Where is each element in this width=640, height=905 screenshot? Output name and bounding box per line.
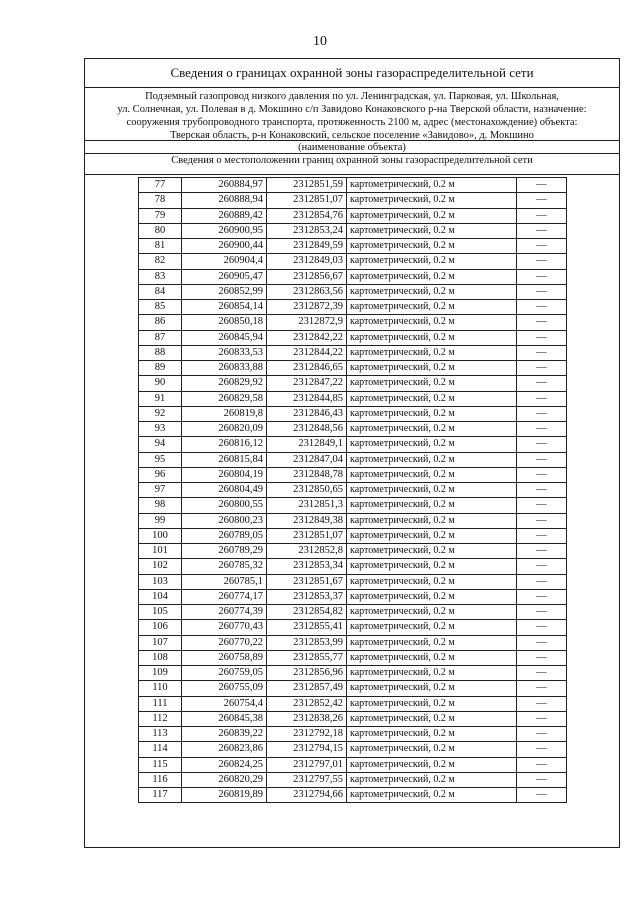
method-accuracy-cell: картометрический, 0.2 м (347, 254, 517, 269)
point-number-cell: 86 (139, 315, 182, 330)
method-accuracy-cell: картометрический, 0.2 м (347, 696, 517, 711)
table-row (139, 513, 567, 528)
description-cell: — (517, 269, 567, 284)
method-accuracy-cell: картометрический, 0.2 м (347, 574, 517, 589)
table-row (139, 254, 567, 269)
y-coordinate-cell: 2312848,78 (267, 467, 347, 482)
y-coordinate-cell: 2312797,55 (267, 772, 347, 787)
description-cell: — (517, 376, 567, 391)
method-accuracy-cell: картометрический, 0.2 м (347, 223, 517, 238)
y-coordinate-cell: 2312855,77 (267, 650, 347, 665)
y-coordinate-cell: 2312852,42 (267, 696, 347, 711)
y-coordinate-cell: 2312853,99 (267, 635, 347, 650)
description-cell: — (517, 650, 567, 665)
y-coordinate-cell: 2312849,59 (267, 239, 347, 254)
method-accuracy-cell: картометрический, 0.2 м (347, 391, 517, 406)
x-coordinate-cell: 260774,17 (182, 589, 267, 604)
description-cell: — (517, 742, 567, 757)
method-accuracy-cell: картометрический, 0.2 м (347, 635, 517, 650)
y-coordinate-cell: 2312792,18 (267, 727, 347, 742)
method-accuracy-cell: картометрический, 0.2 м (347, 757, 517, 772)
y-coordinate-cell: 2312847,04 (267, 452, 347, 467)
x-coordinate-cell: 260804,49 (182, 483, 267, 498)
x-coordinate-cell: 260770,43 (182, 620, 267, 635)
description-cell: — (517, 391, 567, 406)
y-coordinate-cell: 2312851,07 (267, 528, 347, 543)
description-cell: — (517, 452, 567, 467)
method-accuracy-cell: картометрический, 0.2 м (347, 178, 517, 193)
description-cell: — (517, 361, 567, 376)
method-accuracy-cell: картометрический, 0.2 м (347, 681, 517, 696)
y-coordinate-cell: 2312854,82 (267, 605, 347, 620)
x-coordinate-cell: 260824,25 (182, 757, 267, 772)
point-number-cell: 113 (139, 727, 182, 742)
y-coordinate-cell: 2312846,43 (267, 406, 347, 421)
table-row (139, 239, 567, 254)
x-coordinate-cell: 260758,89 (182, 650, 267, 665)
x-coordinate-cell: 260839,22 (182, 727, 267, 742)
method-accuracy-cell: картометрический, 0.2 м (347, 406, 517, 421)
description-cell: — (517, 422, 567, 437)
description-cell: — (517, 193, 567, 208)
y-coordinate-cell: 2312850,65 (267, 483, 347, 498)
x-coordinate-cell: 260850,18 (182, 315, 267, 330)
y-coordinate-cell: 2312851,59 (267, 178, 347, 193)
point-number-cell: 107 (139, 635, 182, 650)
description-cell: — (517, 574, 567, 589)
x-coordinate-cell: 260785,1 (182, 574, 267, 589)
y-coordinate-cell: 2312844,85 (267, 391, 347, 406)
table-row (139, 498, 567, 513)
x-coordinate-cell: 260770,22 (182, 635, 267, 650)
description-cell: — (517, 315, 567, 330)
y-coordinate-cell: 2312863,56 (267, 284, 347, 299)
x-coordinate-cell: 260774,39 (182, 605, 267, 620)
point-number-cell: 105 (139, 605, 182, 620)
section-heading: Сведения о местоположении границ охранной зоны газораспределительной сети (84, 153, 620, 175)
point-number-cell: 110 (139, 681, 182, 696)
method-accuracy-cell: картометрический, 0.2 м (347, 361, 517, 376)
method-accuracy-cell: картометрический, 0.2 м (347, 467, 517, 482)
table-row (139, 467, 567, 482)
y-coordinate-cell: 2312846,65 (267, 361, 347, 376)
description-cell: — (517, 635, 567, 650)
point-number-cell: 90 (139, 376, 182, 391)
method-accuracy-cell: картометрический, 0.2 м (347, 437, 517, 452)
description-cell: — (517, 757, 567, 772)
description-cell: — (517, 544, 567, 559)
point-number-cell: 100 (139, 528, 182, 543)
point-number-cell: 84 (139, 284, 182, 299)
point-number-cell: 82 (139, 254, 182, 269)
y-coordinate-cell: 2312849,38 (267, 513, 347, 528)
description-cell: — (517, 498, 567, 513)
y-coordinate-cell: 2312838,26 (267, 711, 347, 726)
description-cell: — (517, 239, 567, 254)
description-cell: — (517, 254, 567, 269)
table-row (139, 391, 567, 406)
y-coordinate-cell: 2312852,8 (267, 544, 347, 559)
point-number-cell: 89 (139, 361, 182, 376)
y-coordinate-cell: 2312851,07 (267, 193, 347, 208)
object-description-line: сооружения трубопроводного транспорта, протяженность 2100 м, адрес (местонахождение) объекта: (126, 117, 578, 128)
point-number-cell: 88 (139, 345, 182, 360)
description-cell: — (517, 605, 567, 620)
method-accuracy-cell: картометрический, 0.2 м (347, 452, 517, 467)
table-row (139, 711, 567, 726)
method-accuracy-cell: картометрический, 0.2 м (347, 513, 517, 528)
x-coordinate-cell: 260819,8 (182, 406, 267, 421)
y-coordinate-cell: 2312853,24 (267, 223, 347, 238)
description-cell: — (517, 727, 567, 742)
y-coordinate-cell: 2312849,1 (267, 437, 347, 452)
y-coordinate-cell: 2312855,41 (267, 620, 347, 635)
x-coordinate-cell: 260823,86 (182, 742, 267, 757)
description-cell: — (517, 788, 567, 803)
point-number-cell: 95 (139, 452, 182, 467)
y-coordinate-cell: 2312853,37 (267, 589, 347, 604)
table-row (139, 574, 567, 589)
method-accuracy-cell: картометрический, 0.2 м (347, 269, 517, 284)
point-number-cell: 92 (139, 406, 182, 421)
x-coordinate-cell: 260819,89 (182, 788, 267, 803)
object-description-line: ул. Солнечная, ул. Полевая в д. Мокшино с/п Завидово Конаковского р-на Тверской области, назначение: (117, 104, 587, 115)
method-accuracy-cell: картометрический, 0.2 м (347, 193, 517, 208)
method-accuracy-cell: картометрический, 0.2 м (347, 589, 517, 604)
table-row (139, 483, 567, 498)
table-row (139, 422, 567, 437)
description-cell: — (517, 223, 567, 238)
table-row (139, 361, 567, 376)
object-description (84, 88, 620, 142)
method-accuracy-cell: картометрический, 0.2 м (347, 742, 517, 757)
method-accuracy-cell: картометрический, 0.2 м (347, 650, 517, 665)
description-cell: — (517, 620, 567, 635)
y-coordinate-cell: 2312856,67 (267, 269, 347, 284)
table-row (139, 452, 567, 467)
point-number-cell: 109 (139, 666, 182, 681)
x-coordinate-cell: 260800,55 (182, 498, 267, 513)
description-cell: — (517, 589, 567, 604)
x-coordinate-cell: 260804,19 (182, 467, 267, 482)
table-row (139, 528, 567, 543)
method-accuracy-cell: картометрический, 0.2 м (347, 711, 517, 726)
point-number-cell: 102 (139, 559, 182, 574)
point-number-cell: 106 (139, 620, 182, 635)
y-coordinate-cell: 2312794,66 (267, 788, 347, 803)
method-accuracy-cell: картометрический, 0.2 м (347, 422, 517, 437)
x-coordinate-cell: 260759,05 (182, 666, 267, 681)
point-number-cell: 99 (139, 513, 182, 528)
method-accuracy-cell: картометрический, 0.2 м (347, 620, 517, 635)
table-row (139, 605, 567, 620)
description-cell: — (517, 666, 567, 681)
table-row (139, 178, 567, 193)
description-cell: — (517, 559, 567, 574)
point-number-cell: 103 (139, 574, 182, 589)
description-cell: — (517, 208, 567, 223)
y-coordinate-cell: 2312872,9 (267, 315, 347, 330)
x-coordinate-cell: 260888,94 (182, 193, 267, 208)
x-coordinate-cell: 260829,58 (182, 391, 267, 406)
method-accuracy-cell: картометрический, 0.2 м (347, 528, 517, 543)
y-coordinate-cell: 2312842,22 (267, 330, 347, 345)
table-row (139, 742, 567, 757)
table-row (139, 223, 567, 238)
y-coordinate-cell: 2312853,34 (267, 559, 347, 574)
table-row (139, 315, 567, 330)
y-coordinate-cell: 2312857,49 (267, 681, 347, 696)
y-coordinate-cell: 2312856,96 (267, 666, 347, 681)
point-number-cell: 91 (139, 391, 182, 406)
description-cell: — (517, 345, 567, 360)
table-row (139, 666, 567, 681)
x-coordinate-cell: 260854,14 (182, 300, 267, 315)
x-coordinate-cell: 260800,23 (182, 513, 267, 528)
point-number-cell: 77 (139, 178, 182, 193)
point-number-cell: 93 (139, 422, 182, 437)
method-accuracy-cell: картометрический, 0.2 м (347, 498, 517, 513)
table-row (139, 345, 567, 360)
x-coordinate-cell: 260833,88 (182, 361, 267, 376)
document-title: Сведения о границах охранной зоны газораспределительной сети (84, 58, 620, 88)
description-cell: — (517, 406, 567, 421)
x-coordinate-cell: 260900,95 (182, 223, 267, 238)
description-cell: — (517, 513, 567, 528)
method-accuracy-cell: картометрический, 0.2 м (347, 605, 517, 620)
table-row (139, 559, 567, 574)
x-coordinate-cell: 260904,4 (182, 254, 267, 269)
description-cell: — (517, 681, 567, 696)
point-number-cell: 116 (139, 772, 182, 787)
method-accuracy-cell: картометрический, 0.2 м (347, 544, 517, 559)
table-row (139, 376, 567, 391)
method-accuracy-cell: картометрический, 0.2 м (347, 559, 517, 574)
y-coordinate-cell: 2312844,22 (267, 345, 347, 360)
table-row (139, 757, 567, 772)
description-cell: — (517, 178, 567, 193)
point-number-cell: 104 (139, 589, 182, 604)
y-coordinate-cell: 2312851,67 (267, 574, 347, 589)
x-coordinate-cell: 260845,38 (182, 711, 267, 726)
description-cell: — (517, 696, 567, 711)
table-row (139, 284, 567, 299)
table-row (139, 650, 567, 665)
x-coordinate-cell: 260900,44 (182, 239, 267, 254)
point-number-cell: 83 (139, 269, 182, 284)
description-cell: — (517, 467, 567, 482)
table-row (139, 681, 567, 696)
table-row (139, 727, 567, 742)
table-row (139, 772, 567, 787)
description-cell: — (517, 483, 567, 498)
y-coordinate-cell: 2312849,03 (267, 254, 347, 269)
y-coordinate-cell: 2312848,56 (267, 422, 347, 437)
point-number-cell: 87 (139, 330, 182, 345)
description-cell: — (517, 528, 567, 543)
method-accuracy-cell: картометрический, 0.2 м (347, 788, 517, 803)
table-row (139, 437, 567, 452)
x-coordinate-cell: 260852,99 (182, 284, 267, 299)
method-accuracy-cell: картометрический, 0.2 м (347, 300, 517, 315)
method-accuracy-cell: картометрический, 0.2 м (347, 376, 517, 391)
object-description-line: Тверская область, р-н Конаковский, сельское поселение «Завидово», д. Мокшино (170, 130, 534, 141)
y-coordinate-cell: 2312847,22 (267, 376, 347, 391)
method-accuracy-cell: картометрический, 0.2 м (347, 208, 517, 223)
point-number-cell: 114 (139, 742, 182, 757)
method-accuracy-cell: картометрический, 0.2 м (347, 284, 517, 299)
point-number-cell: 117 (139, 788, 182, 803)
coordinates-table (138, 177, 567, 803)
object-name-label: (наименование объекта) (84, 140, 620, 153)
point-number-cell: 96 (139, 467, 182, 482)
point-number-cell: 80 (139, 223, 182, 238)
table-row (139, 589, 567, 604)
table-row (139, 208, 567, 223)
point-number-cell: 108 (139, 650, 182, 665)
x-coordinate-cell: 260815,84 (182, 452, 267, 467)
method-accuracy-cell: картометрический, 0.2 м (347, 727, 517, 742)
x-coordinate-cell: 260785,32 (182, 559, 267, 574)
x-coordinate-cell: 260789,29 (182, 544, 267, 559)
table-row (139, 269, 567, 284)
coordinates-table-body (139, 178, 567, 803)
method-accuracy-cell: картометрический, 0.2 м (347, 239, 517, 254)
x-coordinate-cell: 260905,47 (182, 269, 267, 284)
method-accuracy-cell: картометрический, 0.2 м (347, 772, 517, 787)
y-coordinate-cell: 2312854,76 (267, 208, 347, 223)
point-number-cell: 115 (139, 757, 182, 772)
method-accuracy-cell: картометрический, 0.2 м (347, 483, 517, 498)
description-cell: — (517, 711, 567, 726)
x-coordinate-cell: 260845,94 (182, 330, 267, 345)
description-cell: — (517, 284, 567, 299)
table-row (139, 696, 567, 711)
point-number-cell: 98 (139, 498, 182, 513)
x-coordinate-cell: 260820,09 (182, 422, 267, 437)
point-number-cell: 78 (139, 193, 182, 208)
description-cell: — (517, 300, 567, 315)
x-coordinate-cell: 260820,29 (182, 772, 267, 787)
x-coordinate-cell: 260889,42 (182, 208, 267, 223)
page-number: 10 (313, 34, 327, 49)
table-row (139, 300, 567, 315)
method-accuracy-cell: картометрический, 0.2 м (347, 345, 517, 360)
x-coordinate-cell: 260755,09 (182, 681, 267, 696)
method-accuracy-cell: картометрический, 0.2 м (347, 666, 517, 681)
table-row (139, 635, 567, 650)
x-coordinate-cell: 260816,12 (182, 437, 267, 452)
x-coordinate-cell: 260833,53 (182, 345, 267, 360)
table-row (139, 788, 567, 803)
x-coordinate-cell: 260789,05 (182, 528, 267, 543)
point-number-cell: 97 (139, 483, 182, 498)
y-coordinate-cell: 2312797,01 (267, 757, 347, 772)
method-accuracy-cell: картометрический, 0.2 м (347, 315, 517, 330)
point-number-cell: 79 (139, 208, 182, 223)
description-cell: — (517, 437, 567, 452)
x-coordinate-cell: 260829,92 (182, 376, 267, 391)
method-accuracy-cell: картометрический, 0.2 м (347, 330, 517, 345)
table-row (139, 544, 567, 559)
y-coordinate-cell: 2312851,3 (267, 498, 347, 513)
description-cell: — (517, 330, 567, 345)
table-row (139, 193, 567, 208)
x-coordinate-cell: 260754,4 (182, 696, 267, 711)
description-cell: — (517, 772, 567, 787)
point-number-cell: 81 (139, 239, 182, 254)
point-number-cell: 111 (139, 696, 182, 711)
point-number-cell: 112 (139, 711, 182, 726)
object-description-line: Подземный газопровод низкого давления по ул. Ленинградская, ул. Парковая, ул. Школьная, (145, 91, 559, 102)
table-row (139, 406, 567, 421)
table-row (139, 620, 567, 635)
point-number-cell: 85 (139, 300, 182, 315)
y-coordinate-cell: 2312872,39 (267, 300, 347, 315)
y-coordinate-cell: 2312794,15 (267, 742, 347, 757)
point-number-cell: 94 (139, 437, 182, 452)
x-coordinate-cell: 260884,97 (182, 178, 267, 193)
point-number-cell: 101 (139, 544, 182, 559)
table-row (139, 330, 567, 345)
